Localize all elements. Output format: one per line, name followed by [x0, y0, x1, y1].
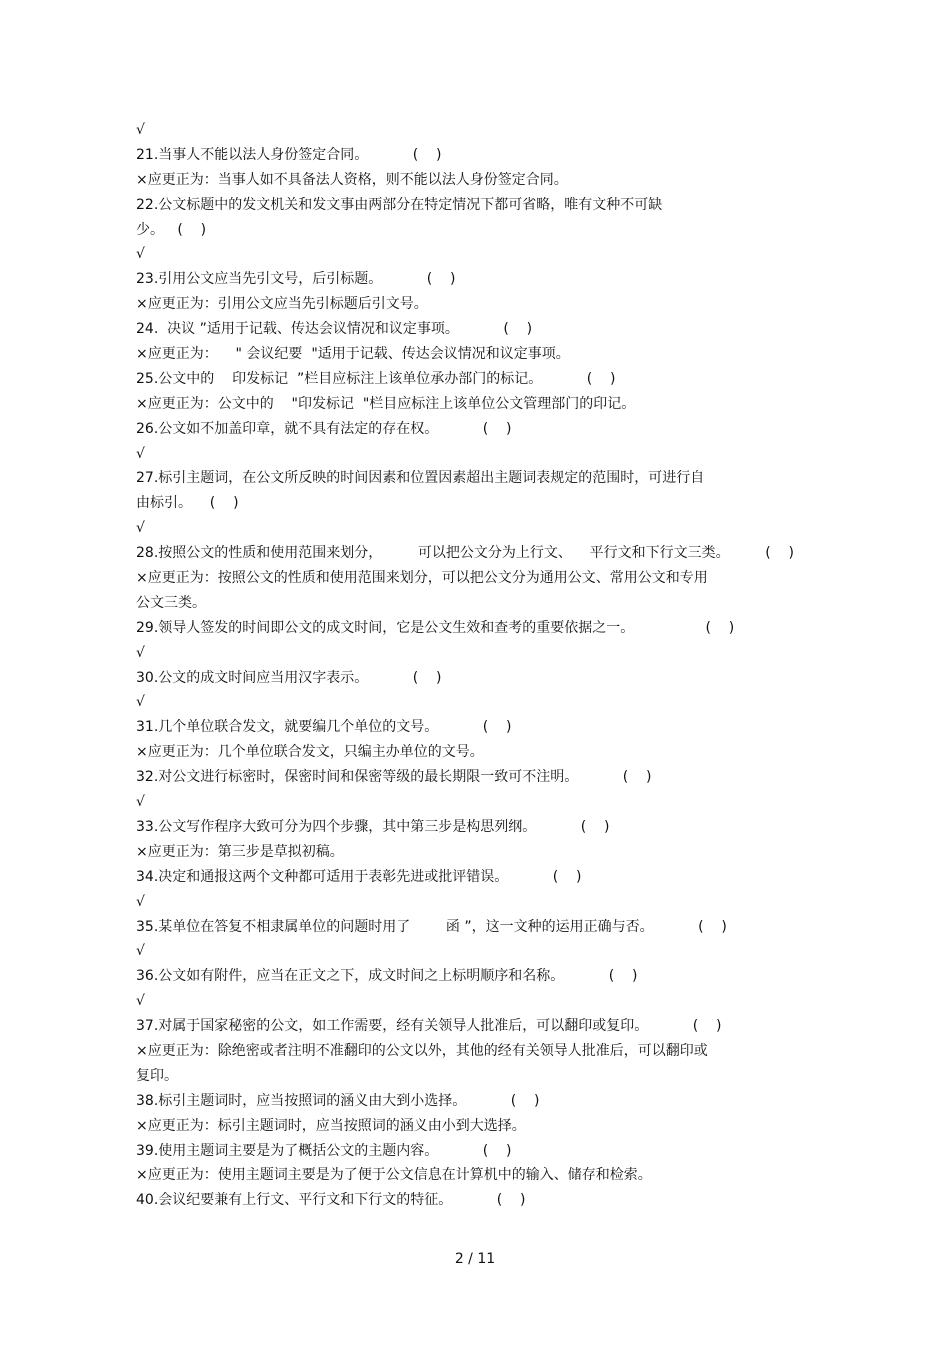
text-line: √	[136, 694, 145, 711]
text-line: √	[136, 794, 145, 811]
text-line: ×应更正为： " 会议纪要 "适用于记载、传达会议情况和议定事项。	[136, 346, 570, 363]
text-line: 32.对公文进行标密时，保密时间和保密等级的最长期限一致可不注明。 ( )	[136, 769, 652, 786]
text-line: √	[136, 246, 145, 263]
text-line: 25.公文中的 印发标记 ”栏目应标注上该单位承办部门的标记。 ( )	[136, 370, 616, 387]
question-list	[136, 118, 836, 1213]
text-line: 22.公文标题中的发文机关和发文事由两部分在特定情况下都可省略，唯有文种不可缺	[136, 196, 663, 213]
text-line: √	[136, 943, 145, 960]
text-line: √	[136, 445, 145, 462]
text-line: 28.按照公文的性质和使用范围来划分， 可以把公文分为上行文、 平行文和下行文三类。 ( )	[136, 545, 794, 562]
text-line: 复印。	[136, 1067, 178, 1084]
text-line: 39.使用主题词主要是为了概括公文的主题内容。 ( )	[136, 1142, 512, 1159]
text-line: ×应更正为：公文中的 "印发标记 "栏目应标注上该单位公文管理部门的印记。	[136, 395, 636, 412]
text-line: 40.会议纪要兼有上行文、平行文和下行文的特征。 ( )	[136, 1192, 526, 1209]
text-line: 少。 ( )	[136, 221, 207, 238]
text-line: √	[136, 993, 145, 1010]
text-line: 34.决定和通报这两个文种都可适用于表彰先进或批评错误。 ( )	[136, 868, 582, 885]
text-line: 24. 决议 ”适用于记载、传达会议情况和议定事项。 ( )	[136, 321, 533, 338]
text-line: ×应更正为：使用主题词主要是为了便于公文信息在计算机中的输入、储存和检索。	[136, 1167, 652, 1184]
text-line: 29.领导人签发的时间即公文的成文时间，它是公文生效和查考的重要依据之一。 ( )	[136, 619, 735, 636]
text-line: 31.几个单位联合发文，就要编几个单位的文号。 ( )	[136, 719, 512, 736]
text-line: 37.对属于国家秘密的公文，如工作需要，经有关领导人批准后，可以翻印或复印。 ( )	[136, 1018, 722, 1035]
text-line: 由标引。 ( )	[136, 495, 239, 512]
text-line: 公文三类。	[136, 594, 206, 611]
page-number: 2 / 11	[454, 1251, 496, 1267]
text-line: √	[136, 893, 145, 910]
text-line: ×应更正为：标引主题词时，应当按照词的涵义由小到大选择。	[136, 1117, 526, 1134]
text-line: ×应更正为：除绝密或者注明不准翻印的公文以外，其他的经有关领导人批准后，可以翻印或	[136, 1042, 708, 1059]
text-line: 27.标引主题词，在公文所反映的时间因素和位置因素超出主题词表规定的范围时，可进行自	[136, 470, 705, 487]
text-line: 23.引用公文应当先引文号，后引标题。 ( )	[136, 271, 456, 288]
text-line: ×应更正为：几个单位联合发文，只编主办单位的文号。	[136, 744, 484, 761]
text-line: ×应更正为：当事人如不具备法人资格，则不能以法人身份签定合同。	[136, 171, 568, 188]
text-line: 21.当事人不能以法人身份签定合同。 ( )	[136, 146, 442, 163]
text-line: 33.公文写作程序大致可分为四个步骤，其中第三步是构思列纲。 ( )	[136, 818, 610, 835]
text-line: 35.某单位在答复不相隶属单位的问题时用了 函 ”，这一文种的运用正确与否。 ( )	[136, 918, 727, 935]
text-line: 38.标引主题词时，应当按照词的涵义由大到小选择。 ( )	[136, 1092, 540, 1109]
text-line: ×应更正为：按照公文的性质和使用范围来划分，可以把公文分为通用公文、常用公文和专用	[136, 570, 708, 587]
text-line: √	[136, 520, 145, 537]
text-line: 26.公文如不加盖印章，就不具有法定的存在权。 ( )	[136, 420, 512, 437]
text-line: 30.公文的成文时间应当用汉字表示。 ( )	[136, 669, 442, 686]
text-line: √	[136, 122, 145, 138]
text-line: 36.公文如有附件，应当在正文之下，成文时间之上标明顺序和名称。 ( )	[136, 968, 638, 985]
text-line: √	[136, 644, 145, 661]
text-line: ×应更正为：第三步是草拟初稿。	[136, 843, 344, 860]
text-line: ×应更正为：引用公文应当先引标题后引文号。	[136, 296, 428, 313]
